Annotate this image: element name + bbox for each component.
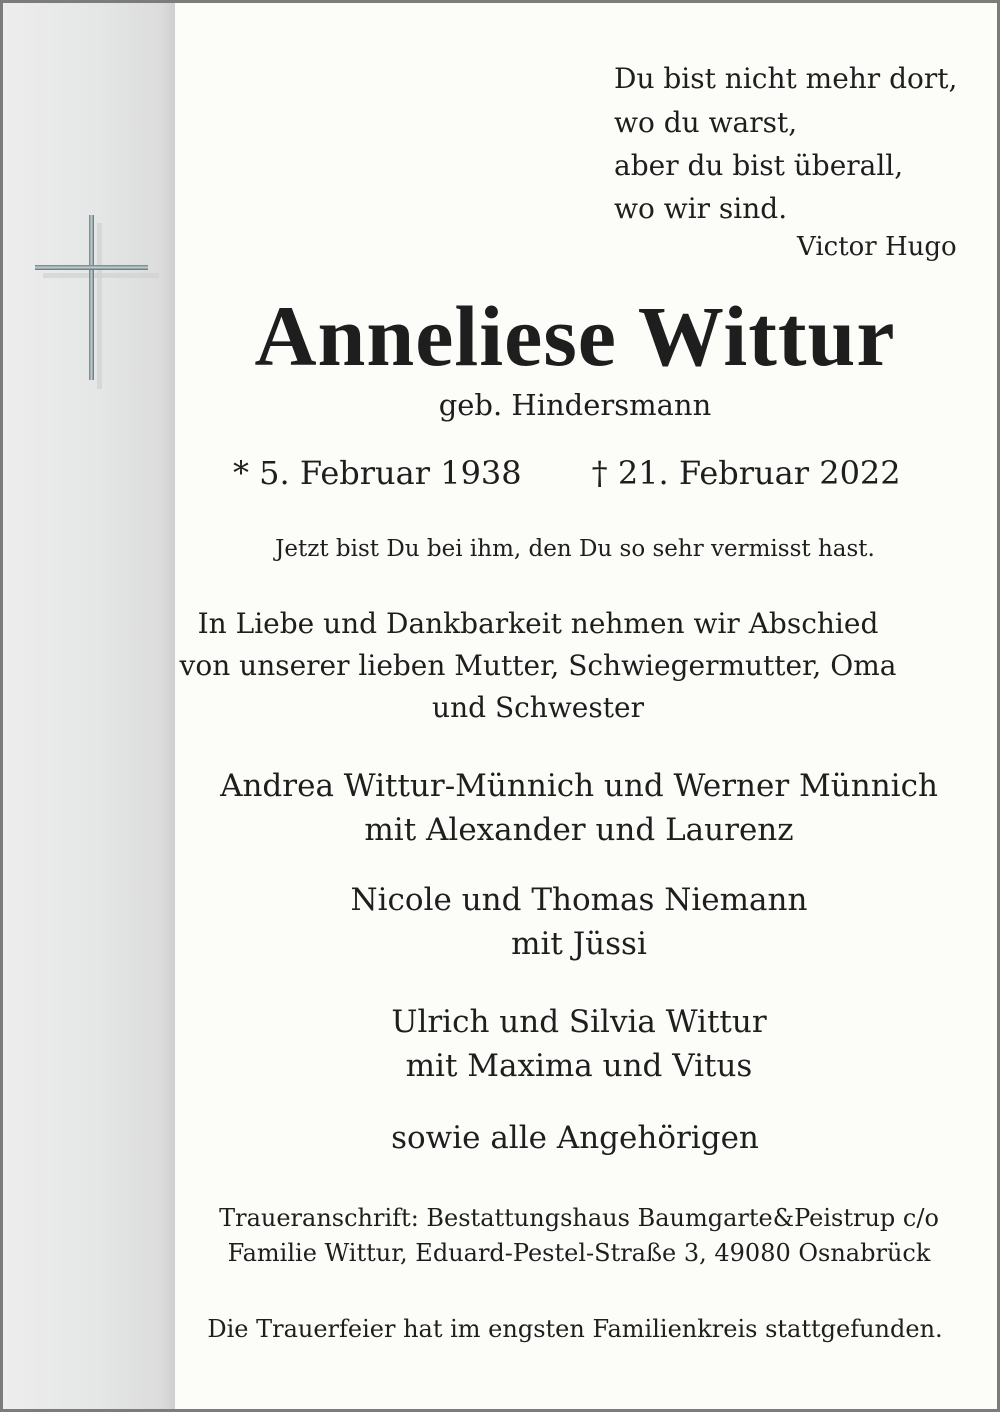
deceased-name: Anneliese Wittur	[254, 288, 896, 384]
family-children: mit Alexander und Laurenz	[364, 811, 794, 848]
mourning-address	[175, 1201, 983, 1271]
death-date: † 21. Februar 2022	[591, 454, 901, 492]
family-group	[175, 883, 983, 962]
family-members: Ulrich und Silvia Wittur	[391, 1004, 767, 1040]
family-members: Nicole und Thomas Niemann	[350, 882, 808, 918]
address-line: Familie Wittur, Eduard-Pestel-Straße 3, 49080 Osnabrück	[227, 1238, 931, 1267]
ceremony-note: Die Trauerfeier hat im engsten Familienkreis stattgefunden.	[207, 1315, 943, 1343]
life-dates	[233, 454, 901, 492]
farewell-line: von unserer lieben Mutter, Schwiegermutter, Oma	[179, 649, 897, 682]
birth-name: geb. Hindersmann	[438, 388, 712, 422]
main-content	[175, 3, 997, 1409]
family-children: mit Maxima und Vitus	[405, 1047, 753, 1084]
family-group	[175, 769, 983, 848]
family-members: Andrea Wittur-Münnich und Werner Münnich	[220, 768, 938, 804]
memorial-line: Jetzt bist Du bei ihm, den Du so sehr vermisst hast.	[275, 536, 875, 562]
family-group	[175, 1005, 983, 1084]
address-line: Traueranschrift: Bestattungshaus Baumgarte&Peistrup c/o	[219, 1204, 939, 1232]
quote-line: wo du warst,	[614, 106, 798, 139]
farewell-line: und Schwester	[432, 691, 644, 724]
cross-icon	[29, 209, 159, 389]
farewell-line: In Liebe und Dankbarkeit nehmen wir Abschied	[197, 607, 879, 640]
decorative-sidebar	[3, 3, 175, 1409]
quote-author: Victor Hugo	[797, 232, 957, 262]
family-children: mit Jüssi	[511, 925, 647, 962]
other-relatives: sowie alle Angehörigen	[391, 1120, 759, 1156]
quote-line: wo wir sind.	[614, 192, 788, 225]
farewell-text	[175, 603, 901, 729]
quote-line: aber du bist überall,	[614, 149, 904, 182]
birth-date: * 5. Februar 1938	[233, 454, 522, 492]
quote-line: Du bist nicht mehr dort,	[614, 62, 958, 95]
